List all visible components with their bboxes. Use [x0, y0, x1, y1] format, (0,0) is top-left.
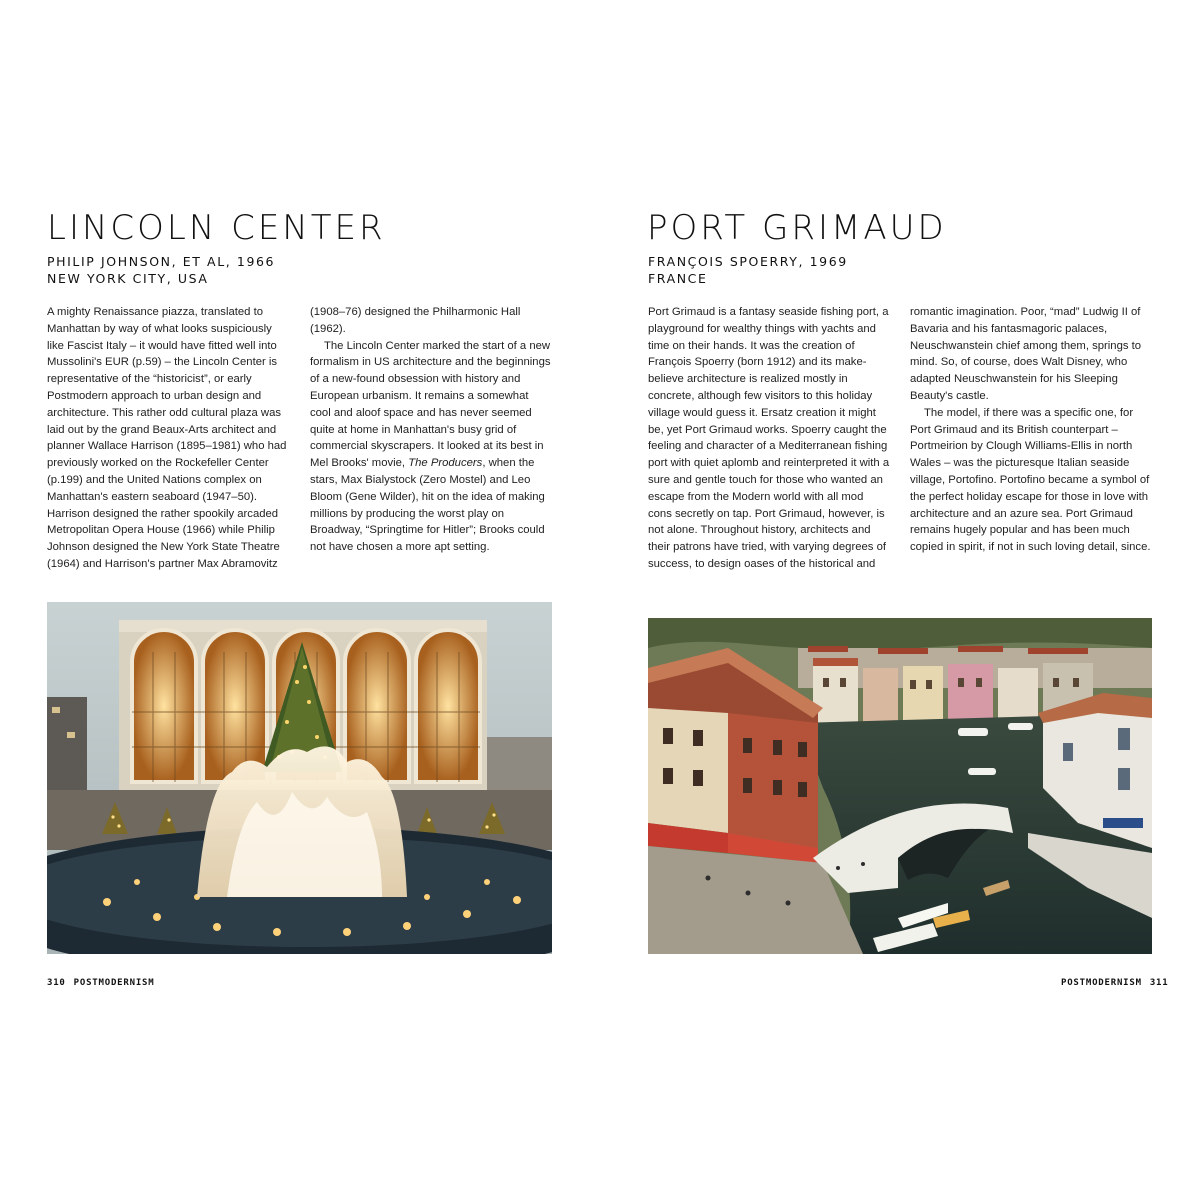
section-name: POSTMODERNISM: [1061, 978, 1142, 988]
text-column-2: [310, 304, 552, 556]
right-page: [600, 0, 1200, 1200]
subtitle-architect: PHILIP JOHNSON, ET AL, 1966: [47, 254, 276, 269]
text-run: The Lincoln Center marked the start of a new formalism in US architecture and the beginnings of a new-found obsession with history and European urbanism. It remains a somewhat cool and aloof space and has never seemed quite at home in Manhattan's busy grid of commercial skyscrapers. It looked at its best in Mel Brooks' movie,: [310, 339, 551, 470]
page-footer: [1061, 978, 1177, 988]
paragraph: (1908–76) designed the Philharmonic Hall (1962).: [310, 306, 521, 335]
text-run: , when the stars, Max Bialystock (Zero Mostel) and Leo Bloom (Gene Wilder), hit on the idea of making millions by producing the worst play on Broadway, “Springtime for Hitler”; Brooks could not have chosen a more apt setting.: [310, 457, 545, 554]
paragraph: [310, 338, 552, 556]
port-grimaud-photo: [648, 618, 1152, 954]
subtitle-location: FRANCE: [648, 271, 708, 286]
section-name: POSTMODERNISM: [73, 978, 155, 988]
paragraph: A mighty Renaissance piazza, translated to Manhattan by way of what looks suspiciously like Fascist Italy – it would have fitted well into Mussolini's EUR (p.59) – the Lincoln Center is representative of the “historicist”, or early Postmodern approach to urban design and architecture. This rather odd cultural plaza was laid out by the grand Beaux-Arts architect and planner Wallace Harrison (1895–1981) who had previously worked on the Rockefeller Center (p.199) and the United Nations complex on Manhattan's eastern seaboard (1947–50). Harrison designed the rather spookily arcaded Metropolitan Opera House (1966) while Philip Johnson designed the New York State Theatre (1964) and Harrison's partner Max Abramovitz: [47, 306, 287, 570]
page-number: 310: [47, 978, 66, 988]
movie-title: The Producers: [408, 457, 483, 470]
paragraph: romantic imagination. Poor, “mad” Ludwig II of Bavaria and his fantasmagoric palaces, Neuschwanstein chief among them, springs to mind. So, of course, does Walt Disney, who adapted Neuschwanstein for his Sleeping Beauty's castle.: [910, 306, 1142, 402]
paragraph: Port Grimaud is a fantasy seaside fishing port, a playground for wealthy things with yachts and time on their hands. It was the creation of François Spoerry (born 1912) and its make-believe architecture is realized mostly in concrete, although few visitors to this holiday village would guess it. Ersatz creation it might be, yet Port Grimaud works. Spoerry caught the feeling and character of a Mediterranean fishing port with quiet aplomb and reinterpreted it with a sure and gentle touch for those who wanted an escape from the Modern world with all mod cons secretly on tap. Port Grimaud, however, is not alone. Throughout history, architects and their patrons have tried, with varying degrees of success, to design oases of the historical and: [648, 306, 890, 570]
lincoln-center-photo: [47, 602, 552, 954]
paragraph: The model, if there was a specific one, for Port Grimaud and its British counterpart – Portmeirion by Clough Williams-Ellis in north Wales – was the picturesque Italian seaside village, Portofino. Portofino became a symbol of the perfect holiday escape for those in love with architecture and an azure sea. Port Grimaud remains hugely popular and has been much copied in spirit, if not in such loving detail, since.: [910, 406, 1151, 554]
page-footer: [47, 978, 163, 988]
page-number: 311: [1149, 978, 1169, 988]
text-column-2: [910, 304, 1152, 556]
page-title: PORT GRIMAUD: [647, 208, 947, 248]
text-column-1: [648, 304, 890, 573]
text-column-1: [47, 304, 289, 573]
subtitle-location: NEW YORK CITY, USA: [47, 271, 209, 286]
subtitle-architect: FRANÇOIS SPOERRY, 1969: [648, 254, 848, 269]
page-title: LINCOLN CENTER: [47, 208, 386, 248]
